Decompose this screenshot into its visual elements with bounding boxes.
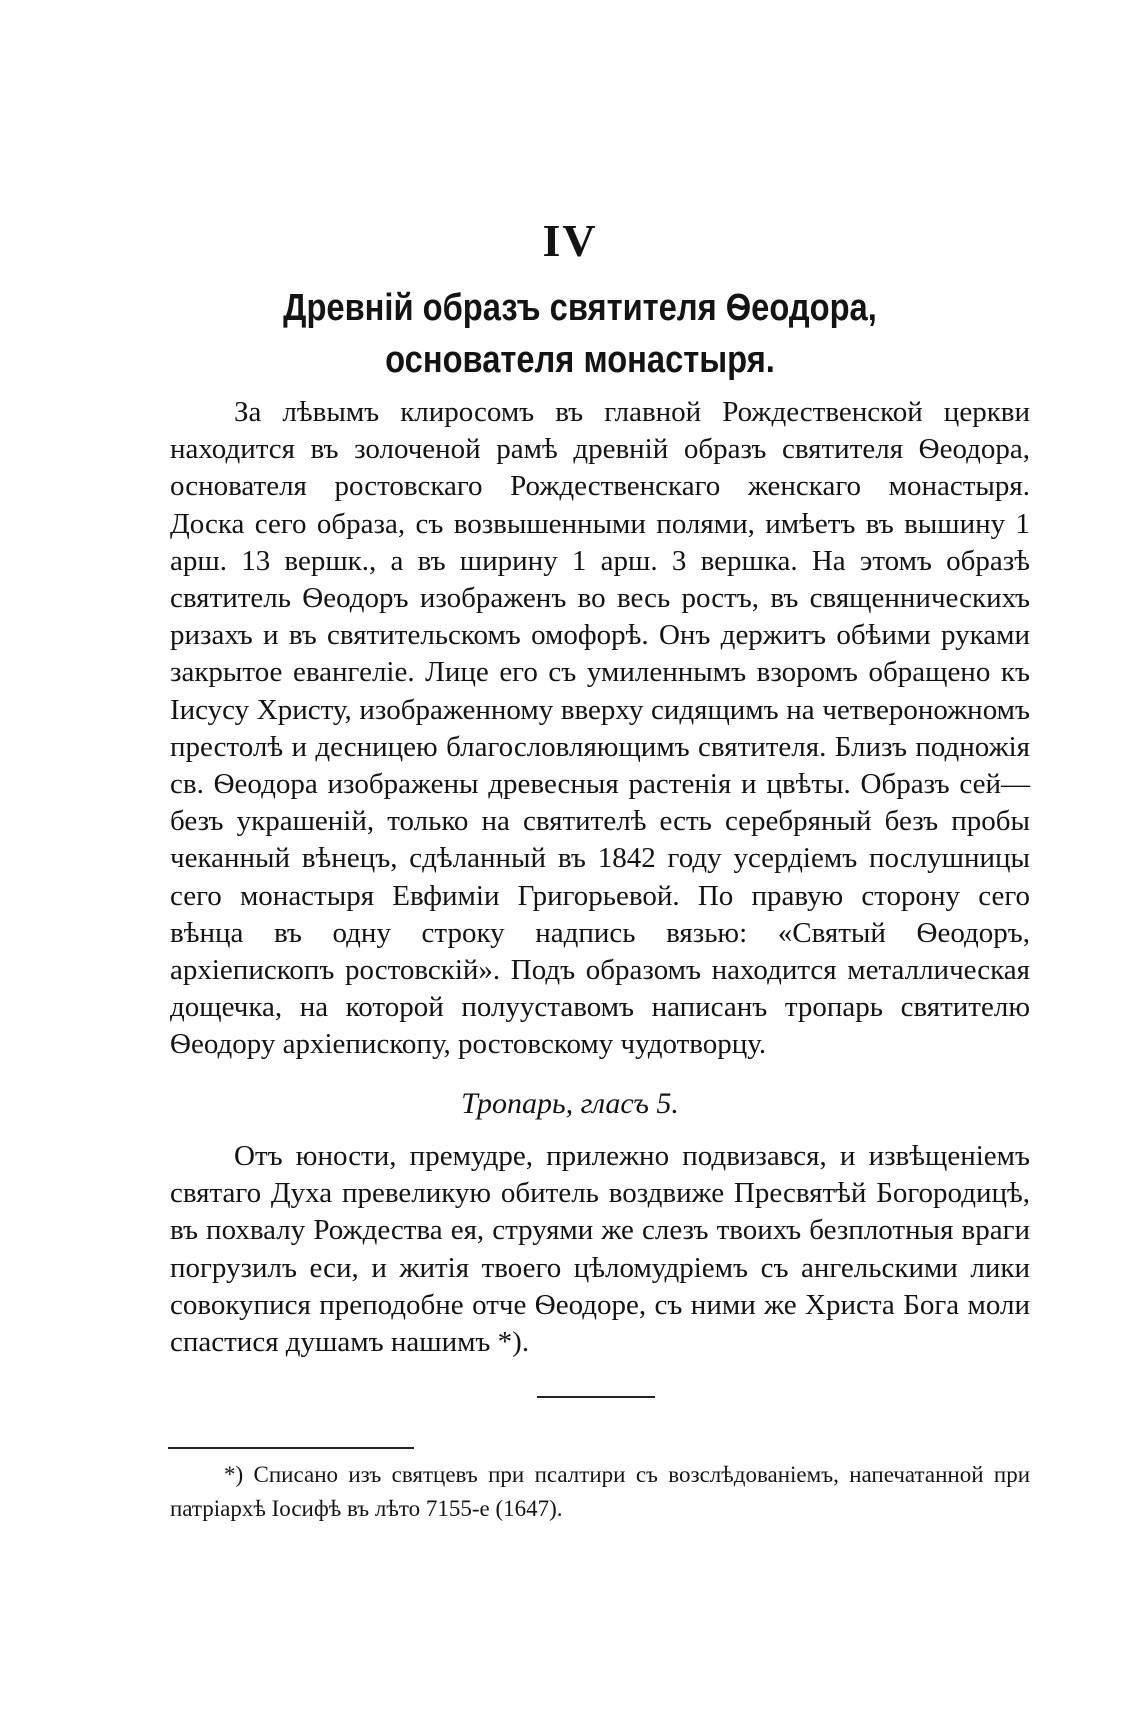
troparion-heading: Тропарь, гласъ 5. [461,1087,679,1120]
main-paragraph: За лѣвымъ клиросомъ въ главной Рождественской церкви находится въ золоченой рамѣ древній образъ святителя Ѳеодора, основателя ростовскаго Рождественскаго женскаго монастыря. Доска сего образа, съ возвышенными полями, имѣетъ въ вышину 1 арш. 13 вершк., а въ ширину 1 арш. 3 вершка. На этомъ образѣ святитель Ѳеодоръ изображенъ во весь ростъ, въ священническихъ ризахъ и въ святительскомъ омофорѣ. Онъ держитъ обѣими руками закрытое евангеліе. Лице его съ умиленнымъ взоромъ обращено къ Іисусу Христу, изображенному вверху сидящимъ на четвероножномъ престолѣ и десницею благословляющимъ святителя. Близъ подножія св. Ѳеодора изображены древесныя растенія и цвѣты. Образъ сей—безъ украшеній, только на святителѣ есть серебряный безъ пробы чеканный вѣнецъ, сдѣланный въ 1842 году усердіемъ послушницы сего монастыря Евфиміи Григорьевой. По правую сторону сего вѣнца въ одну строку надпись вязью: «Святый Ѳеодоръ, архіепископъ ростовскій». Подъ образомъ находится металлическая дощечка, на которой полууставомъ написанъ тропарь святителю Ѳеодору архіепископу, ростовскому чудотворцу. [170,396,1030,1061]
troparion-text-block [170,1138,1030,1361]
chapter-title: Древній образъ святителя Ѳеодора, основателя монастыря. [283,287,877,381]
chapter-number: IV [542,215,598,266]
footnote-text: *) Списано изъ святцевъ при псалтири съ возслѣдованіемъ, напечатанной при патріархѣ Іосифѣ въ лѣто 7155-е (1647). [170,1462,1030,1521]
main-text-block [170,394,1030,1064]
troparion-paragraph: Отъ юности, премудре, прилежно подвизався, и извѣщеніемъ святаго Духа превеликую обитель воздвиже Пресвятѣй Богородицѣ, въ похвалу Рождества ея, струями же слезъ твоихъ безплотныя враги погрузилъ еси, и житія твоего цѣломудріемъ съ ангельскими лики совокупися преподобне отче Ѳеодоре, съ ними же Христа Бога моли спастися душамъ нашимъ *). [170,1140,1030,1359]
footnote-block [170,1458,1030,1526]
footnote-divider [168,1447,414,1449]
section-divider [537,1396,655,1398]
